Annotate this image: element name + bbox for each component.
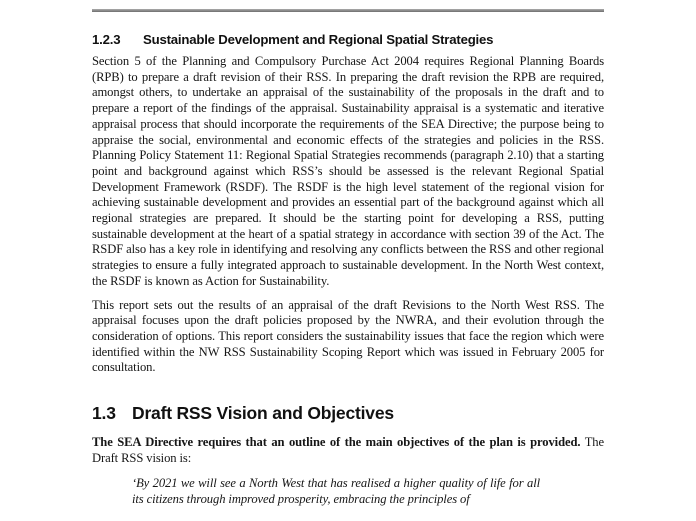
draft-rss-vision-quote: ‘By 2021 we will see a North West that has realised a higher quality of life for all its citizens through improved prosperity, embracing the principles of	[132, 476, 540, 507]
paragraph-sustainability-appraisal: Section 5 of the Planning and Compulsory Purchase Act 2004 requires Regional Planning Boards (RPB) to prepare a draft revision of their RSS. In preparing the draft revision the RPB are required, amongst others, to undertake an appraisal of the sustainability of the proposals in the draft and to prepare a report of the findings of the appraisal. Sustainability appraisal is a systematic and iterative appraisal process that should incorporate the requirements of the SEA Directive; the purpose being to appraise the social, environmental and economic effects of the strategies and policies in the RSS. Planning Policy Statement 11: Regional Spatial Strategies recommends (paragraph 2.10) that a starting point and background against which RSS’s should be assessed is the relevant Regional Spatial Development Framework (RSDF). The RSDF is the high level statement of the regional vision for achieving sustainable development and provides an essential part of the background against which all regional strategies are prepared. It should be the starting point for developing a RSS, putting sustainable development at the heart of a spatial strategy in accordance with section 39 of the Act. The RSDF also has a key role in identifying and resolving any conflicts between the RSS and other regional strategies to ensure a fully integrated approach to sustainable development. In the North West context, the RSDF is known as Action for Sustainability.	[92, 54, 604, 288]
section-heading-1-2-3	[92, 32, 604, 48]
section-heading-1-3	[92, 403, 604, 424]
header-rule	[92, 9, 604, 12]
section-number: 1.2.3	[92, 32, 121, 47]
paragraph-report-summary: This report sets out the results of an appraisal of the draft Revisions to the North West RSS. The appraisal focuses upon the draft policies proposed by the NWRA, and their evolution through the consideration of options. This report considers the sustainability issues that face the region which were identified within the NW RSS Sustainability Scoping Report which was issued in February 2005 for consultation.	[92, 297, 604, 375]
section-title: Sustainable Development and Regional Spatial Strategies	[143, 32, 494, 47]
section-number: 1.3	[92, 403, 116, 424]
lead-rest-sentence: The Draft RSS vision is:	[92, 435, 604, 465]
paragraph-sea-directive-lead	[92, 435, 604, 466]
lead-bold-sentence: The SEA Directive requires that an outline of the main objectives of the plan is provided.	[92, 435, 581, 450]
section-title: Draft RSS Vision and Objectives	[132, 403, 394, 424]
